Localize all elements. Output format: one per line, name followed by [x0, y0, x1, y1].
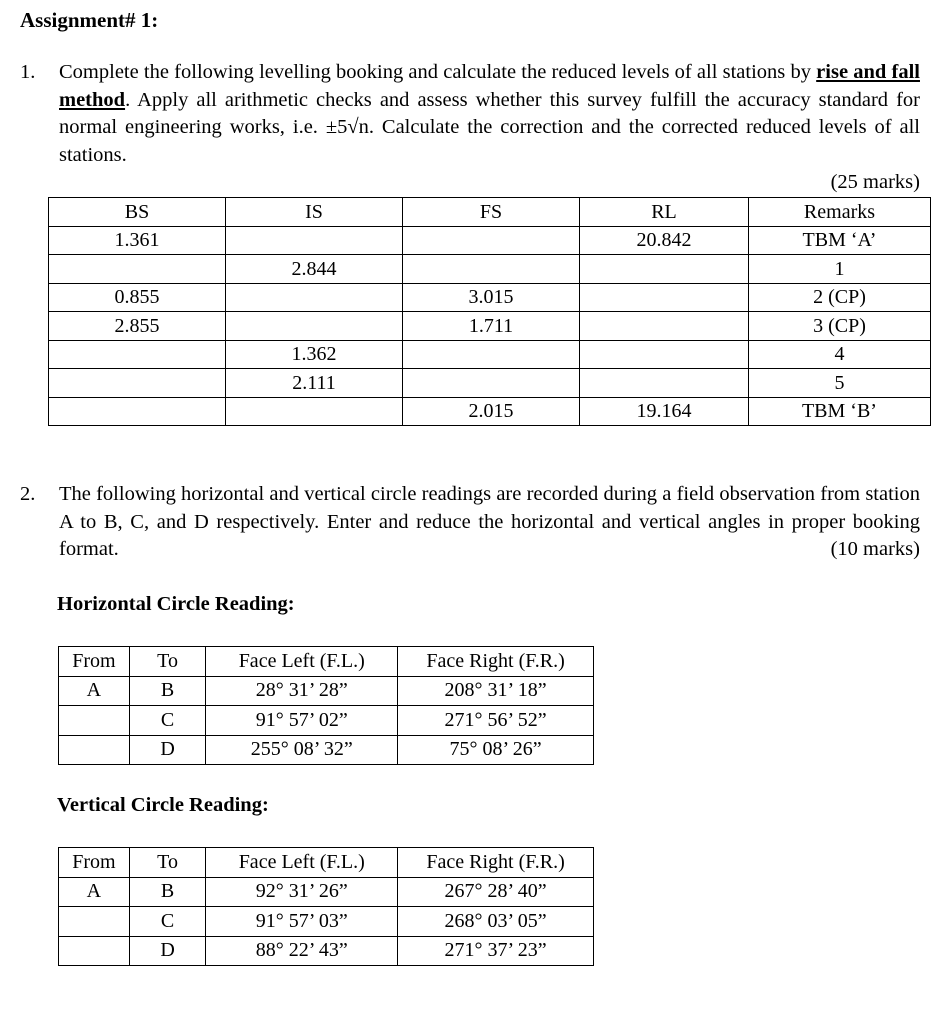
question-1-emphasis: rise and fall method [59, 61, 920, 111]
cell-fs [403, 340, 580, 369]
cell-is [226, 397, 403, 426]
cell-face-left: 88° 22’ 43” [206, 936, 398, 966]
cell-from [59, 907, 130, 937]
header-bs: BS [49, 198, 226, 227]
cell-rl [580, 255, 749, 284]
cell-from [59, 706, 130, 736]
cell-face-right: 267° 28’ 40” [398, 877, 594, 907]
header-remarks: Remarks [748, 198, 930, 227]
cell-rl [580, 283, 749, 312]
horizontal-heading: Horizontal Circle Reading: [57, 593, 295, 615]
cell-face-right: 271° 56’ 52” [398, 706, 594, 736]
cell-is: 2.844 [226, 255, 403, 284]
cell-bs [49, 397, 226, 426]
question-2-marks: (10 marks) [830, 538, 920, 560]
cell-remarks: 5 [748, 369, 930, 398]
cell-face-left: 91° 57’ 03” [206, 907, 398, 937]
cell-fs: 3.015 [403, 283, 580, 312]
cell-rl: 20.842 [580, 226, 749, 255]
table-row [59, 936, 594, 966]
table-row [59, 676, 594, 706]
cell-to: D [129, 936, 206, 966]
header-face-left: Face Left (F.L.) [206, 848, 398, 878]
cell-face-left: 91° 57’ 02” [206, 706, 398, 736]
cell-fs: 2.015 [403, 397, 580, 426]
table-header-row [49, 198, 931, 227]
assignment-title: Assignment# 1: [20, 8, 159, 32]
cell-from: A [59, 877, 130, 907]
cell-bs [49, 340, 226, 369]
cell-bs: 1.361 [49, 226, 226, 255]
cell-to: B [129, 877, 206, 907]
header-face-left: Face Left (F.L.) [206, 647, 398, 677]
question-2-number: 2. [20, 483, 36, 505]
cell-bs [49, 255, 226, 284]
cell-face-left: 28° 31’ 28” [206, 676, 398, 706]
header-face-right: Face Right (F.R.) [398, 647, 594, 677]
table-header-row [59, 848, 594, 878]
cell-bs: 0.855 [49, 283, 226, 312]
cell-to: D [129, 735, 206, 765]
table-row [49, 226, 931, 255]
cell-fs [403, 255, 580, 284]
cell-face-right: 75° 08’ 26” [398, 735, 594, 765]
cell-to: B [129, 676, 206, 706]
table-header-row [59, 647, 594, 677]
question-1-text-before: Complete the following levelling booking and calculate the reduced levels of all stations by [59, 61, 817, 83]
table-row [49, 312, 931, 341]
cell-bs [49, 369, 226, 398]
cell-is: 1.362 [226, 340, 403, 369]
cell-remarks: 4 [748, 340, 930, 369]
question-2 [20, 481, 920, 564]
cell-bs: 2.855 [49, 312, 226, 341]
table-row [49, 283, 931, 312]
table-row [49, 397, 931, 426]
cell-rl: 19.164 [580, 397, 749, 426]
header-fs: FS [403, 198, 580, 227]
cell-is: 2.111 [226, 369, 403, 398]
cell-from [59, 735, 130, 765]
question-1-number: 1. [20, 61, 36, 83]
horizontal-circle-table [58, 646, 594, 765]
cell-from: A [59, 676, 130, 706]
table-row [59, 706, 594, 736]
cell-is [226, 226, 403, 255]
header-is: IS [226, 198, 403, 227]
cell-remarks: 1 [748, 255, 930, 284]
table-row [49, 255, 931, 284]
cell-remarks: 2 (CP) [748, 283, 930, 312]
cell-face-right: 208° 31’ 18” [398, 676, 594, 706]
table-row [49, 340, 931, 369]
cell-fs: 1.711 [403, 312, 580, 341]
cell-is [226, 283, 403, 312]
header-to: To [129, 647, 206, 677]
table-row [49, 369, 931, 398]
header-from: From [59, 647, 130, 677]
cell-fs [403, 369, 580, 398]
cell-is [226, 312, 403, 341]
cell-remarks: 3 (CP) [748, 312, 930, 341]
question-1-text-after: . Apply all arithmetic checks and assess whether this survey fulfill the accuracy standard for normal engineering works, i.e. ±5√n. Calculate the correction and the corrected reduced levels of all stations. [59, 88, 920, 166]
cell-rl [580, 312, 749, 341]
levelling-table [48, 197, 931, 426]
cell-to: C [129, 907, 206, 937]
cell-fs [403, 226, 580, 255]
cell-face-right: 271° 37’ 23” [398, 936, 594, 966]
cell-rl [580, 369, 749, 398]
vertical-circle-table [58, 847, 594, 966]
cell-remarks: TBM ‘B’ [748, 397, 930, 426]
cell-face-right: 268° 03’ 05” [398, 907, 594, 937]
table-row [59, 877, 594, 907]
table-row [59, 907, 594, 937]
question-1 [20, 59, 920, 197]
header-to: To [129, 848, 206, 878]
cell-from [59, 936, 130, 966]
header-from: From [59, 848, 130, 878]
question-2-text: The following horizontal and vertical circle readings are recorded during a field observation from station A to B, C, and D respectively. Enter and reduce the horizontal and vertical angles in proper booking format. [59, 483, 920, 560]
vertical-heading: Vertical Circle Reading: [57, 794, 269, 816]
table-row [59, 735, 594, 765]
cell-rl [580, 340, 749, 369]
cell-face-left: 92° 31’ 26” [206, 877, 398, 907]
header-face-right: Face Right (F.R.) [398, 848, 594, 878]
cell-face-left: 255° 08’ 32” [206, 735, 398, 765]
cell-to: C [129, 706, 206, 736]
header-rl: RL [580, 198, 749, 227]
question-1-marks: (25 marks) [830, 171, 920, 193]
cell-remarks: TBM ‘A’ [748, 226, 930, 255]
